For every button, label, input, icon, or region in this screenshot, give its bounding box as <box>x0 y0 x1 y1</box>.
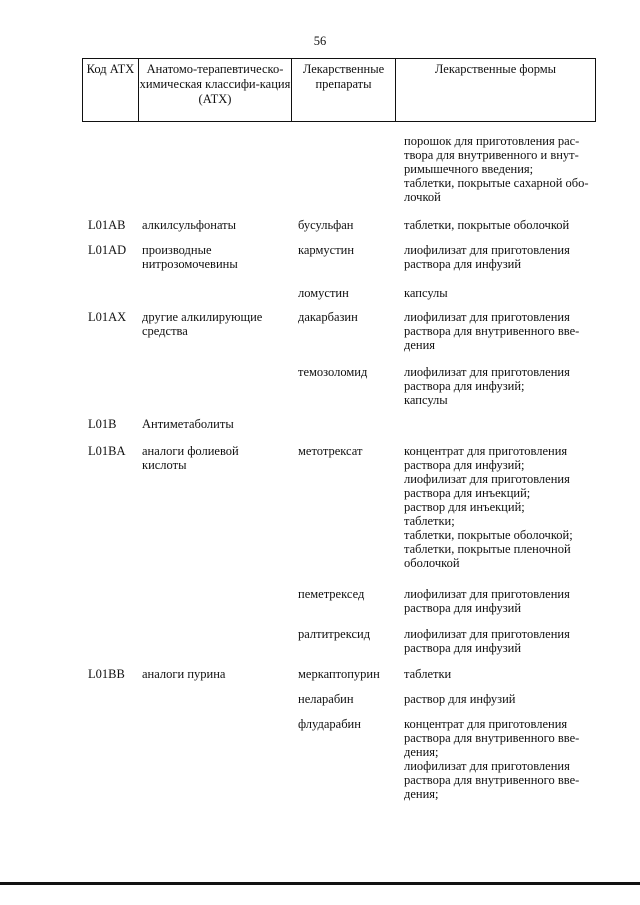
table-cell-code: L01AB <box>88 218 126 232</box>
table-cell-forms: раствор для инфузий <box>404 692 516 706</box>
bottom-rule <box>0 882 640 885</box>
table-cell-forms: лиофилизат для приготовления раствора для внутривенного вве- дения <box>404 310 580 352</box>
table-cell-class: аналоги фолиевой кислоты <box>142 444 239 472</box>
table-cell-code: L01BA <box>88 444 126 458</box>
header-classification: Анатомо-терапевтическо-химическая классифи-кация (АТХ) <box>139 59 292 121</box>
table-cell-drug: флударабин <box>298 717 361 731</box>
table-cell-drug: пеметрексед <box>298 587 365 601</box>
table-cell-drug: ралтитрексид <box>298 627 371 641</box>
table-cell-drug: ломустин <box>298 286 349 300</box>
table-cell-drug: метотрексат <box>298 444 363 458</box>
table-cell-forms: таблетки, покрытые оболочкой <box>404 218 570 232</box>
table-cell-forms: концентрат для приготовления раствора для внутривенного вве- дения; лиофилизат для приготовления раствора для внутривенного вве- дения; <box>404 717 580 801</box>
table-cell-class: аналоги пурина <box>142 667 226 681</box>
table-cell-code: L01AD <box>88 243 127 257</box>
table-cell-forms: таблетки <box>404 667 452 681</box>
header-forms: Лекарственные формы <box>434 62 557 76</box>
table-cell-drug: темозоломид <box>298 365 368 379</box>
header-code: Код АТХ <box>83 59 139 121</box>
table-cell-forms: лиофилизат для приготовления раствора для инфузий; капсулы <box>404 365 570 407</box>
table-cell-class: другие алкилирующие средства <box>142 310 263 338</box>
table-cell-drug: дакарбазин <box>298 310 358 324</box>
header-drugs: Лекарственные препараты <box>292 59 396 121</box>
table-cell-class: Антиметаболиты <box>142 417 234 431</box>
table-cell-forms: лиофилизат для приготовления раствора для инфузий <box>404 587 570 615</box>
table-cell-forms: лиофилизат для приготовления раствора для инфузий <box>404 627 570 655</box>
table-cell-forms: концентрат для приготовления раствора для инфузий; лиофилизат для приготовления раствора для инъекций; раствор для инъекций; таблетки; таблетки, покрытые оболочкой; таблетки, покрытые пленочной оболочкой <box>404 444 573 570</box>
table-cell-drug: неларабин <box>298 692 354 706</box>
table-cell-code: L01AX <box>88 310 127 324</box>
table-cell-forms: лиофилизат для приготовления раствора для инфузий <box>404 243 570 271</box>
table-cell-code: L01B <box>88 417 117 431</box>
table-cell-forms: капсулы <box>404 286 448 300</box>
table-cell-class: алкилсульфонаты <box>142 218 237 232</box>
table-cell-forms: порошок для приготовления рас- твора для внутривенного и внут- римышечного введения; таблетки, покрытые сахарной обо- лочкой <box>404 134 589 204</box>
table-cell-code: L01BB <box>88 667 125 681</box>
table-header <box>82 58 596 122</box>
table-cell-drug: бусульфан <box>298 218 354 232</box>
table-cell-class: производные нитрозомочевины <box>142 243 238 271</box>
table-cell-drug: кармустин <box>298 243 355 257</box>
table-cell-drug: меркаптопурин <box>298 667 380 681</box>
page-number: 56 <box>313 34 327 48</box>
